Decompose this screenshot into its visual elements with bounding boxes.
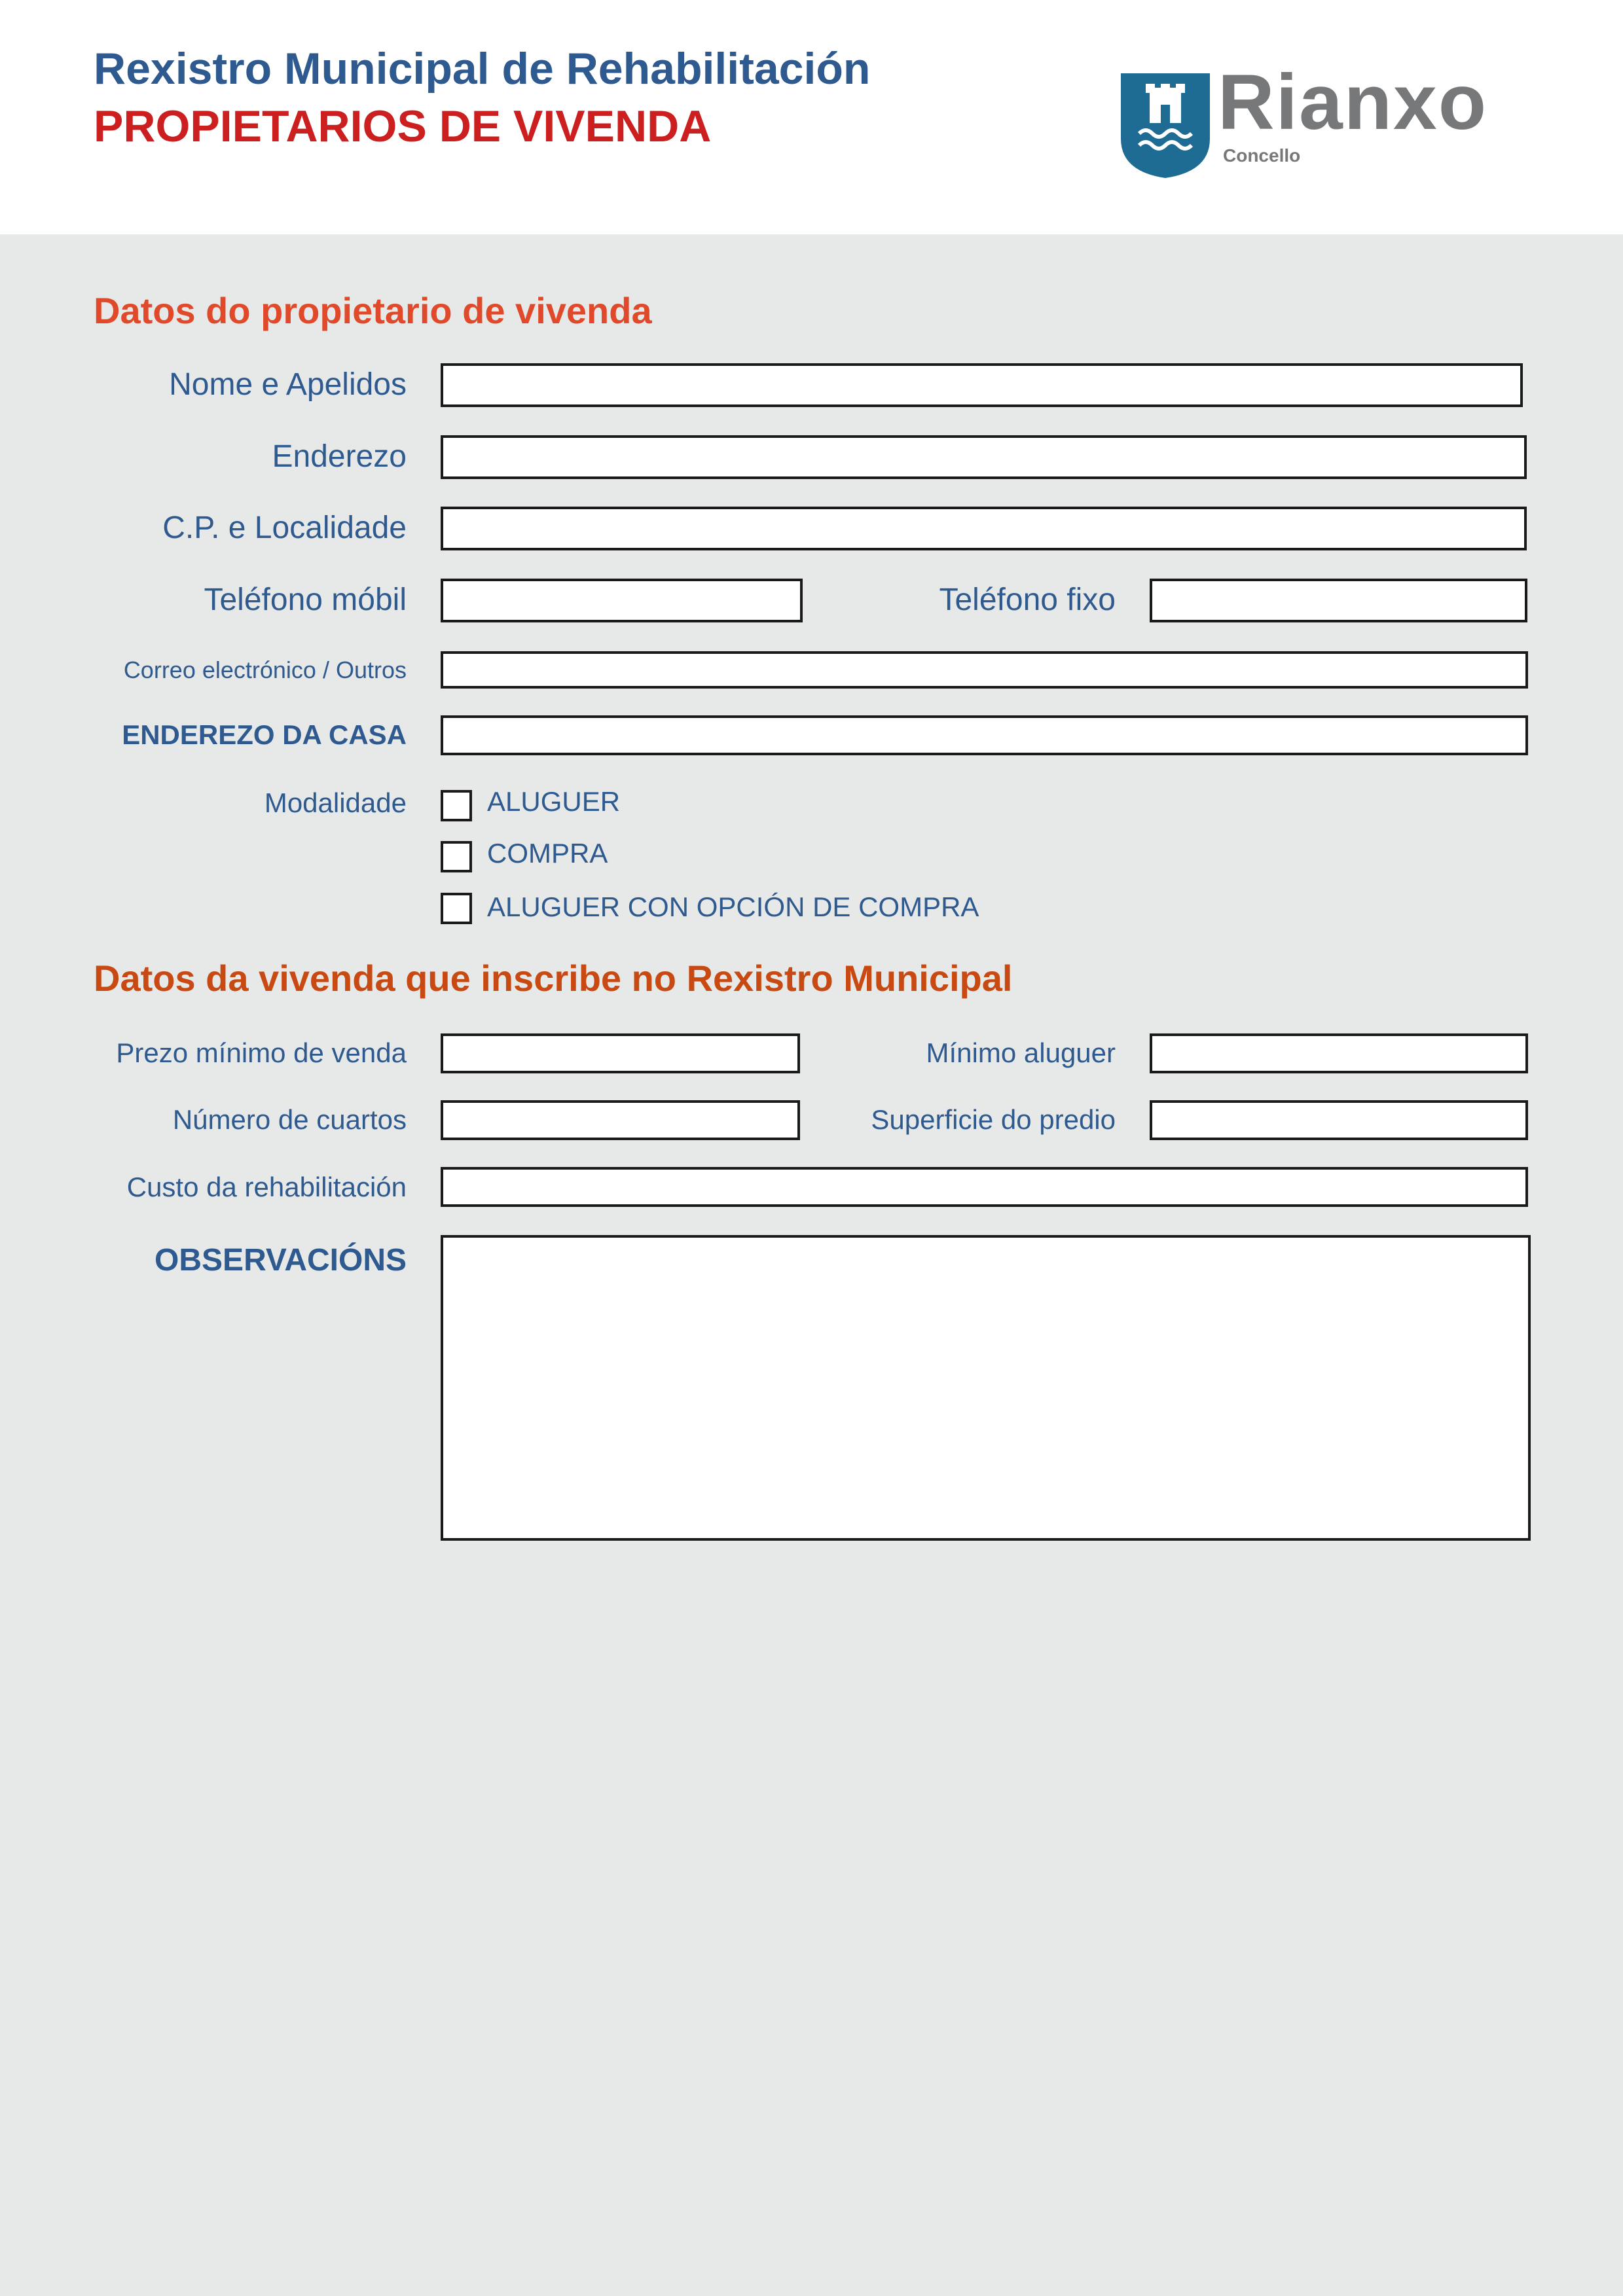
min-rent-field[interactable]	[1150, 1033, 1528, 1073]
landline-field[interactable]	[1150, 579, 1527, 622]
rooms-label: Número de cuartos	[172, 1104, 407, 1135]
mode-option-buy: COMPRA	[487, 838, 608, 869]
name-label: Nome e Apelidos	[169, 367, 407, 402]
address-label: Enderezo	[272, 439, 407, 474]
postal-label: C.P. e Localidade	[162, 511, 407, 545]
page-header	[0, 0, 1623, 234]
logo-subname: Concello	[1223, 145, 1301, 166]
email-field[interactable]	[441, 651, 1528, 689]
mode-checkbox-rent[interactable]	[441, 790, 472, 821]
mode-option-rent: ALUGUER	[487, 786, 621, 817]
rooms-field[interactable]	[441, 1100, 800, 1140]
house-address-label: ENDEREZO DA CASA	[122, 719, 407, 750]
house-section-heading: Datos da vivenda que inscribe no Rexistro Municipal	[94, 958, 1013, 999]
min-rent-label: Mínimo aluguer	[926, 1037, 1116, 1068]
mode-option-rent-to-buy: ALUGUER CON OPCIÓN DE COMPRA	[487, 891, 979, 922]
mode-label: Modalidade	[264, 787, 407, 818]
notes-label: OBSERVACIÓNS	[155, 1243, 407, 1278]
surface-field[interactable]	[1150, 1100, 1528, 1140]
name-field[interactable]	[441, 363, 1523, 407]
notes-textarea[interactable]	[441, 1235, 1531, 1541]
mode-checkbox-rent-to-buy[interactable]	[441, 893, 472, 924]
house-address-field[interactable]	[441, 715, 1528, 755]
form-subtitle: PROPIETARIOS DE VIVENDA	[94, 101, 712, 151]
address-field[interactable]	[441, 435, 1527, 479]
mobile-label: Teléfono móbil	[204, 583, 407, 617]
form-title: Rexistro Municipal de Rehabilitación	[94, 44, 871, 94]
shield-icon	[1121, 73, 1210, 178]
mobile-field[interactable]	[441, 579, 803, 622]
rehab-cost-field[interactable]	[441, 1167, 1528, 1207]
rehab-cost-label: Custo da rehabilitación	[126, 1172, 407, 1202]
min-price-field[interactable]	[441, 1033, 800, 1073]
logo-name: Rianxo	[1218, 58, 1488, 146]
owner-section-heading: Datos do propietario de vivenda	[94, 290, 652, 331]
mode-checkbox-buy[interactable]	[441, 841, 472, 872]
postal-field[interactable]	[441, 507, 1527, 550]
email-label: Correo electrónico / Outros	[123, 656, 407, 683]
landline-label: Teléfono fixo	[939, 583, 1116, 617]
surface-label: Superficie do predio	[871, 1104, 1116, 1135]
min-price-label: Prezo mínimo de venda	[116, 1037, 407, 1068]
